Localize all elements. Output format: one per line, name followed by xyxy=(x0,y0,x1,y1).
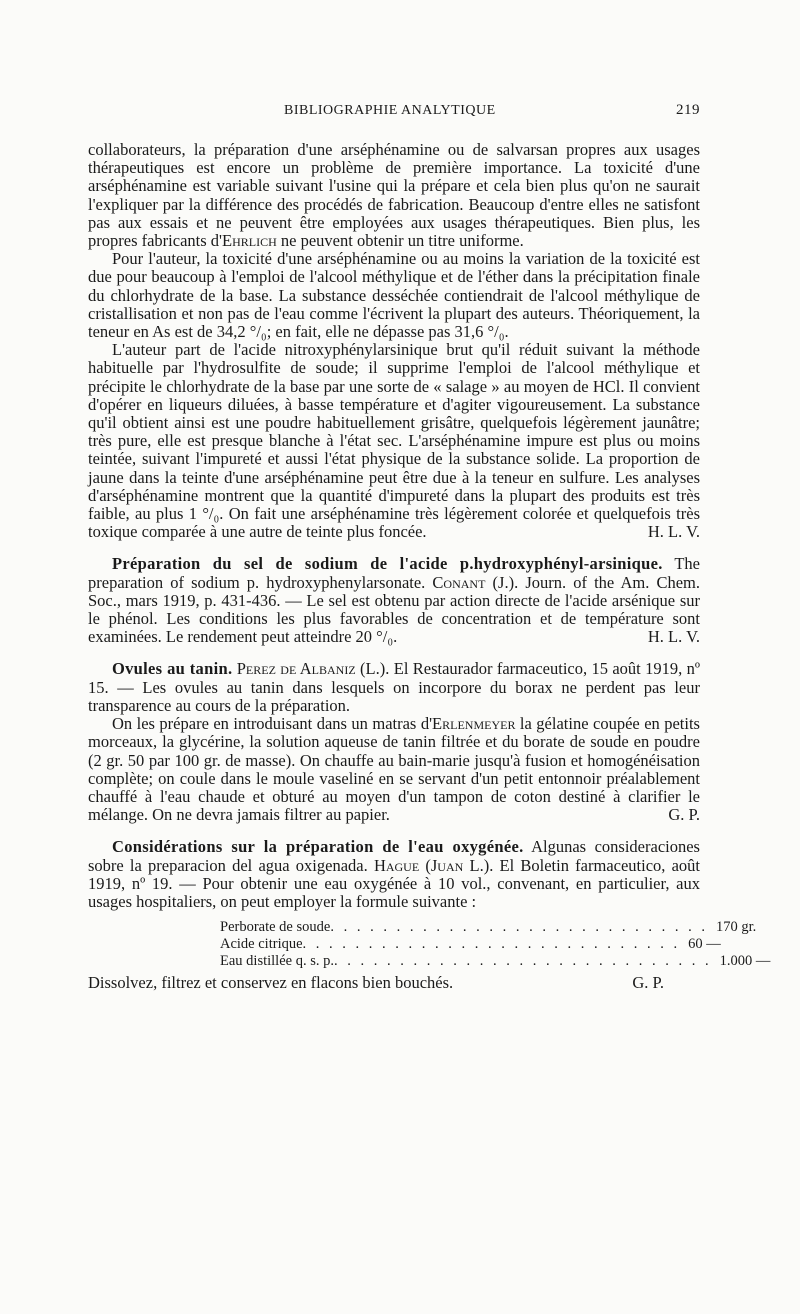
page-number: 219 xyxy=(676,102,700,118)
ovules-p2-text-a: On les prépare en introduisant dans un matras d' xyxy=(112,714,433,734)
formula-row: Eau distillée q. s. p. . . . . . . . . . . . . . . . . . . . . . . . . . . . . . 1.000 — xyxy=(220,953,580,970)
section-title-sodium-salt: Préparation du sel de sodium de l'acide p.hydroxyphényl-arsinique. xyxy=(112,554,663,574)
section-oxy-body-2: El Boletin farmaceutico, août 1919, nº 19. — Pour obtenir une eau oxygénée à 10 vol., convenant, en particulier, aux usages hospitaliers, on peut employer la formule suivante : xyxy=(88,855,701,911)
section-title-oxygenated-water: Considérations sur la préparation de l'eau oxygénée. xyxy=(112,837,524,857)
paragraph-1 xyxy=(88,141,700,250)
closing-line xyxy=(88,974,700,992)
section-sodium-salt xyxy=(88,555,700,646)
signature-hlv-2: H. L. V. xyxy=(647,627,700,647)
formula-table xyxy=(220,919,771,970)
author-perez: Perez de Albaniz (L.). xyxy=(232,659,394,679)
formula-ingredient: Eau distillée q. s. p. xyxy=(220,953,334,970)
paragraph-1-end: ne peuvent obtenir un titre uniforme. xyxy=(276,231,524,251)
signature-gp-2: G. P. xyxy=(632,973,664,993)
signature-gp-1: G. P. xyxy=(668,805,700,825)
text-column xyxy=(88,102,771,993)
section-sodium-body-1: The preparation of sodium p. hydroxyphenylarsonate. xyxy=(88,554,700,592)
ovules-p2-text-b: la gélatine coupée en petits morceaux, la glycérine, la solution aqueuse de tanin filtrée et du borate de soude en poudre (2 gr. 50 par 100 gr. de masse). On chauffe au bain-marie jusqu'à fusion et homogénéisation complète; on coule dans le moule vaseliné en se servant d'un petit entonnoir préalablement chauffé à l'eau chaude et obturé au moyen d'un tampon de coton destiné à clarifier le mélange. On ne devra jamais filtrer au papier. xyxy=(88,714,700,825)
section-title-ovules: Ovules au tanin. xyxy=(112,659,233,679)
section-sodium-body-2: Journ. of the Am. Chem. Soc., mars 1919, p. 431-436. — Le sel est obtenu par action directe de l'acide arsénique sur le phénol. Les conditions les plus favorables de concentration et de température sont examinées. Le rendement peut atteindre 20 °/₀. xyxy=(88,572,700,647)
author-hague: Hague (Juan L.). xyxy=(373,855,494,875)
name-erlenmeyer: Erlenmeyer xyxy=(432,714,516,734)
section-ovules-body-1: El Restaurador farmaceutico, 15 août 1919, nº 15. — Les ovules au tanin dans lesquels on incorpore du borax ne perdent pas leur transparence au cours de la préparation. xyxy=(88,659,700,715)
author-name-ehrlich: Ehrlich xyxy=(222,231,277,251)
paragraph-1-text: collaborateurs, la préparation d'une arséphénamine ou de salvarsan propres aux usages thérapeutiques est encore un problème de première importance. La toxicité d'une arséphénamine est variable suivant l'usine qui la prépare et cela bien plus qu'on ne saurait l'expliquer par la différence des procédés de fabrication. Beaucoup d'entre elles ne satisfont pas aux essais et ne peuvent être employées aux usages thérapeutiques. Bien plus, les propres fabricants d' xyxy=(88,140,700,251)
section-oxy-body-1: Algunas consideraciones sobre la preparacion del agua oxigenada. xyxy=(88,837,700,875)
formula-row: Acide citrique . . . . . . . . . . . . . . . . . . . . . . . . . . . . . 60 — xyxy=(220,936,580,953)
paragraph-3 xyxy=(88,341,700,541)
section-oxygenated-water xyxy=(88,838,700,911)
running-title: BIBLIOGRAPHIE ANALYTIQUE xyxy=(284,103,496,118)
closing-text: Dissolvez, filtrez et conservez en flacons bien bouchés. xyxy=(88,973,454,993)
author-conant: Conant (J.). xyxy=(432,572,519,592)
formula-ingredient: Acide citrique xyxy=(220,936,303,953)
signature-hlv-1: H. L. V. xyxy=(647,522,700,542)
formula-ingredient: Perborate de soude xyxy=(220,919,331,936)
section-ovules-paragraph-2 xyxy=(88,715,700,824)
formula-row: Perborate de soude . . . . . . . . . . . . . . . . . . . . . . . . . . . . . 170 gr. xyxy=(220,919,580,936)
formula-quantity: 1.000 — xyxy=(719,953,771,970)
formula-quantity: 170 gr. xyxy=(715,919,757,936)
section-ovules xyxy=(88,660,700,715)
paragraph-3-text: L'auteur part de l'acide nitroxyphénylarsinique brut qu'il réduit suivant la méthode habituelle par l'hydrosulfite de soude; il supprime l'emploi de l'alcool méthylique et précipite le chlorhydrate de la base par une sorte de « salage » au moyen de HCl. Il convient d'opérer en liqueurs diluées, à basse température et d'agiter vigoureusement. La substance qu'il obtient ainsi est une poudre habituellement grisâtre, quelquefois légèrement jaunâtre; très pure, elle est presque blanche à l'état sec. L'arséphénamine impure est plus ou moins teintée, suivant l'impureté et aussi l'état physique de la substance solide. La proportion de jaune dans la teinte d'une arséphénamine peut être due à la teneur en sulfure. Les analyses d'arséphénamine montrent que la quantité d'impureté dans la plupart des produits est très faible, au plus 1 °/₀. On fait une arséphénamine très légèrement colorée et quelquefois très toxique comparée à une autre de teinte plus foncée. xyxy=(88,340,700,542)
page-header xyxy=(284,102,700,119)
paragraph-2: Pour l'auteur, la toxicité d'une arséphénamine ou au moins la variation de la toxicité est due pour beaucoup à l'emploi de l'alcool méthylique et de l'éther dans la précipitation finale du chlorhydrate de la base. La substance desséchée contiendrait de l'alcool méthylique de cristallisation et non pas de l'eau comme l'écrivent la plupart des auteurs. Théoriquement, la teneur en As est de 34,2 °/₀; en fait, elle ne dépasse pas 31,6 °/₀. xyxy=(88,249,700,342)
formula-quantity: 60 — xyxy=(688,936,721,953)
